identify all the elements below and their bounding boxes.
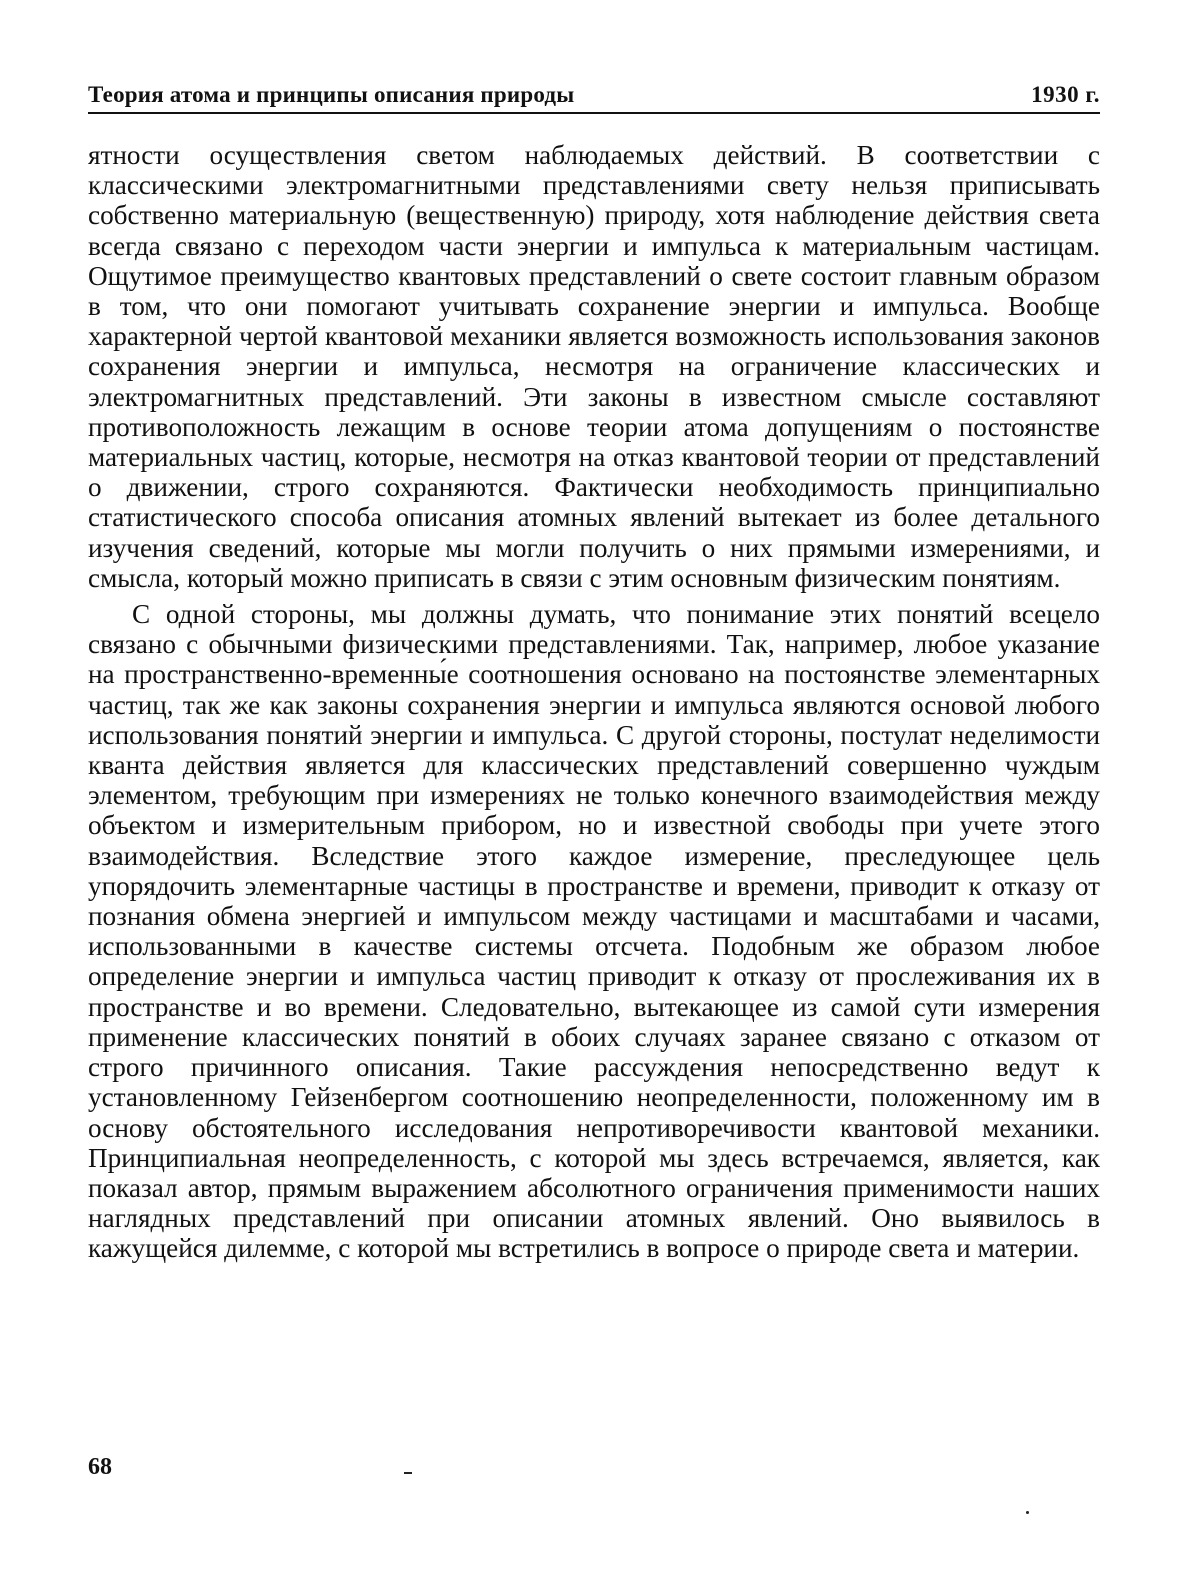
running-head	[88, 70, 1100, 114]
book-page	[88, 70, 1100, 1560]
print-speck	[404, 1472, 412, 1474]
running-head-title: Теория атома и принципы описания природы	[88, 82, 575, 107]
running-head-year: 1930 г.	[1031, 82, 1100, 107]
page-number: 68	[88, 1454, 112, 1480]
paragraph: С одной стороны, мы должны думать, что понимание этих понятий всецело связано с обычными физическими представлениями. Так, например, любое указание на пространственно-временны́е соотношения основано на постоянстве элементарных частиц, так же как законы сохранения энергии и импульса являются основой любого использования понятий энергии и импульса. С другой стороны, постулат неделимости кванта действия является для классических представлений совершенно чуждым элементом, требующим при измерениях не только конечного взаимодействия между объектом и измерительным прибором, но и известной свободы при учете этого взаимодействия. Вследствие этого каждое измерение, преследующее цель упорядочить элементарные частицы в пространстве и времени, приводит к отказу от познания обмена энергией и импульсом между частицами и масштабами и часами, использованными в качестве системы отсчета. Подобным же образом любое определение энергии и импульса частиц приводит к отказу от прослеживания их в пространстве и во времени. Следовательно, вытекающее из самой сути измерения применение классических понятий в обоих случаях заранее связано с отказом от строго причинного описания. Такие рассуждения непосредственно ведут к установленному Гейзенбергом соотношению неопределенности, положенному им в основу обстоятельного исследования непротиворечивости квантовой механики. Принципиальная неопределенность, с которой мы здесь встречаемся, является, как показал автор, прямым выражением абсолютного ограничения применимости наших наглядных представлений при описании атомных явлений. Оно выявилось в кажущейся дилемме, с которой мы встретились в вопросе о природе света и материи.	[88, 599, 1100, 1264]
body-text	[88, 140, 1100, 1264]
print-speck	[1026, 1511, 1029, 1514]
paragraph-continued: ятности осуществления светом наблюдаемых действий. В соответствии с классическими электромагнитными представлениями свету нельзя приписывать собственно материальную (вещественную) природу, хотя наблюдение действия света всегда связано с переходом части энергии и импульса к материальным частицам. Ощутимое преимущество квантовых представлений о свете состоит главным образом в том, что они помогают учитывать сохранение энергии и импульса. Вообще характерной чертой квантовой механики является возможность использования законов сохранения энергии и импульса, несмотря на ограничение классических и электромагнитных представлений. Эти законы в известном смысле составляют противоположность лежащим в основе теории атома допущениям о постоянстве материальных частиц, которые, несмотря на отказ квантовой теории от представлений о движении, строго сохраняются. Фактически необходимость принципиально статистического способа описания атомных явлений вытекает из более детального изучения сведений, которые мы могли получить о них прямыми измерениями, и смысла, который можно приписать в связи с этим основным физическим понятиям.	[88, 140, 1100, 593]
